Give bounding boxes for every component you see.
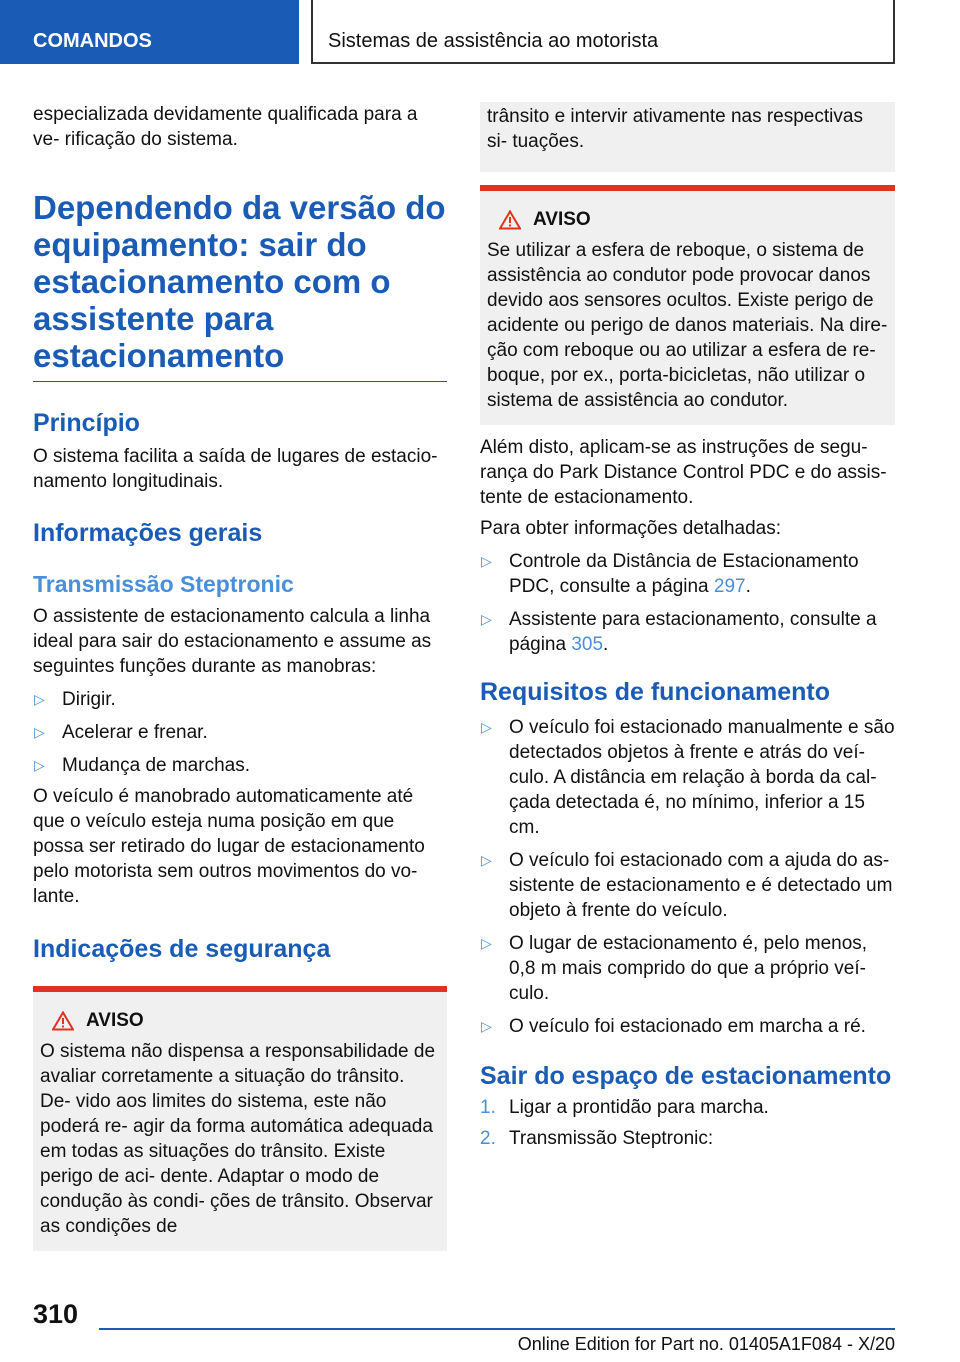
right-column — [480, 102, 895, 1151]
warning-box — [480, 185, 895, 425]
edition-text: Online Edition for Part no. 01405A1F084 - X/20 — [517, 1334, 895, 1354]
page-number: 310 — [33, 1299, 79, 1329]
additional-safety-text: Além disto, aplicam-se as instruções de segu‐ rança do Park Distance Control PDC e do assis‐ tente de estacionamento. — [480, 437, 887, 508]
warning-triangle-icon — [52, 1011, 74, 1031]
list-item: ▷ O veículo foi estacionado em marcha a ré. — [481, 1016, 866, 1037]
page-link-297[interactable]: 297 — [713, 576, 746, 597]
warning-title: AVISO — [40, 1008, 440, 1033]
steptronic-text: O assistente de estacionamento calcula a linha ideal para sair do estacionamento e assume as seguintes funções durante as manobras: — [33, 606, 432, 677]
warning-triangle-icon — [499, 210, 521, 230]
references-list — [480, 549, 895, 657]
page-title: Dependendo da versão do equipamento: sair do estacionamento com o assistente para estacionamento — [33, 189, 447, 382]
steptronic-heading: Transmissão Steptronic — [33, 571, 294, 597]
warning-box — [33, 986, 447, 1251]
list-item: ▷ Dirigir. — [34, 689, 116, 710]
list-item: ▷ Controle da Distância de Estacionamento PDC, consulte a página 297. — [481, 551, 859, 597]
warning-text: O sistema não dispensa a responsabilidade de avaliar corretamente a situação do trânsito. De‐ vido aos limites do sistema, este não poderá re‐ agir da forma automática adequada em todas as situações do trânsito. Existe perigo de aci‐ dente. Adaptar o modo de condução às condi‐ ções de trânsito. Observar as condições de — [40, 1041, 436, 1237]
warning-box-continued — [480, 102, 895, 172]
steps-list — [480, 1095, 895, 1151]
principle-text: O sistema facilita a saída de lugares de estacio‐ namento longitudinais. — [33, 446, 438, 492]
requirements-heading: Requisitos de funcionamento — [480, 678, 831, 706]
step-number: 1. — [480, 1097, 496, 1118]
section-label: COMANDOS — [33, 30, 152, 52]
warning-continued-text: trânsito e intervir ativamente nas respectivas si‐ tuações. — [487, 106, 863, 152]
triangle-bullet-icon: ▷ — [481, 553, 492, 569]
list-item: ▷ O lugar de estacionamento é, pelo menos, 0,8 m mais comprido do que a próprio veí‐ culo. — [481, 933, 868, 1004]
warning-title: AVISO — [487, 207, 888, 232]
general-info-heading: Informações gerais — [33, 519, 263, 547]
auto-maneuver-text: O veículo é manobrado automaticamente até que o veículo esteja numa posição em que possa ser retirado do lugar de estacionamento pelo motorista sem outros movimentos do vo‐ lante. — [33, 786, 425, 907]
chapter-label: Sistemas de assistência ao motorista — [328, 30, 659, 52]
footer-divider — [99, 1328, 895, 1330]
step-number: 2. — [480, 1128, 496, 1149]
warning-text: Se utilizar a esfera de reboque, o sistema de assistência ao condutor pode provocar danos devido aos sensores ocultos. Existe perigo de acidente ou perigo de danos materiais. Na dire‐ ção com reboque ou ao utilizar a esfera de re‐ boque, por ex., porta-bicicletas, não utilizar o sistema de assistência ao condutor. — [487, 240, 888, 411]
left-column — [33, 102, 447, 1251]
triangle-bullet-icon: ▷ — [34, 724, 45, 740]
triangle-bullet-icon: ▷ — [34, 757, 45, 773]
principle-heading: Princípio — [33, 409, 140, 437]
requirements-list — [480, 715, 895, 1039]
list-item: ▷ O veículo foi estacionado manualmente e são detectados objetos à frente e atrás do veí‐ culo. A distância em relação à borda da cal‐ çada detectada é, no mínimo, inferior a 15 cm. — [481, 717, 895, 838]
page-link-305[interactable]: 305 — [571, 634, 604, 655]
triangle-bullet-icon: ▷ — [481, 611, 492, 627]
list-item: ▷ Acelerar e frenar. — [34, 722, 208, 743]
details-intro: Para obter informações detalhadas: — [480, 518, 782, 539]
triangle-bullet-icon: ▷ — [481, 852, 492, 868]
section-tab — [0, 0, 299, 64]
list-item: ▷ Mudança de marchas. — [34, 755, 250, 776]
list-item: ▷ Assistente para estacionamento, consulte a página 305. — [481, 609, 877, 655]
list-item: 2. Transmissão Steptronic: — [480, 1128, 714, 1149]
list-item: ▷ O veículo foi estacionado com a ajuda do as‐ sistente de estacionamento e é detectado um objeto à frente do veículo. — [481, 850, 893, 921]
list-item: 1. Ligar a prontidão para marcha. — [480, 1097, 769, 1118]
triangle-bullet-icon: ▷ — [481, 935, 492, 951]
intro-text: especializada devidamente qualificada para a ve‐ rificação do sistema. — [33, 104, 418, 150]
triangle-bullet-icon: ▷ — [481, 719, 492, 735]
triangle-bullet-icon: ▷ — [481, 1018, 492, 1034]
functions-list — [33, 687, 447, 778]
exit-heading: Sair do espaço de estacionamento — [480, 1062, 892, 1090]
chapter-header — [311, 0, 895, 64]
triangle-bullet-icon: ▷ — [34, 691, 45, 707]
safety-heading: Indicações de segurança — [33, 935, 331, 963]
